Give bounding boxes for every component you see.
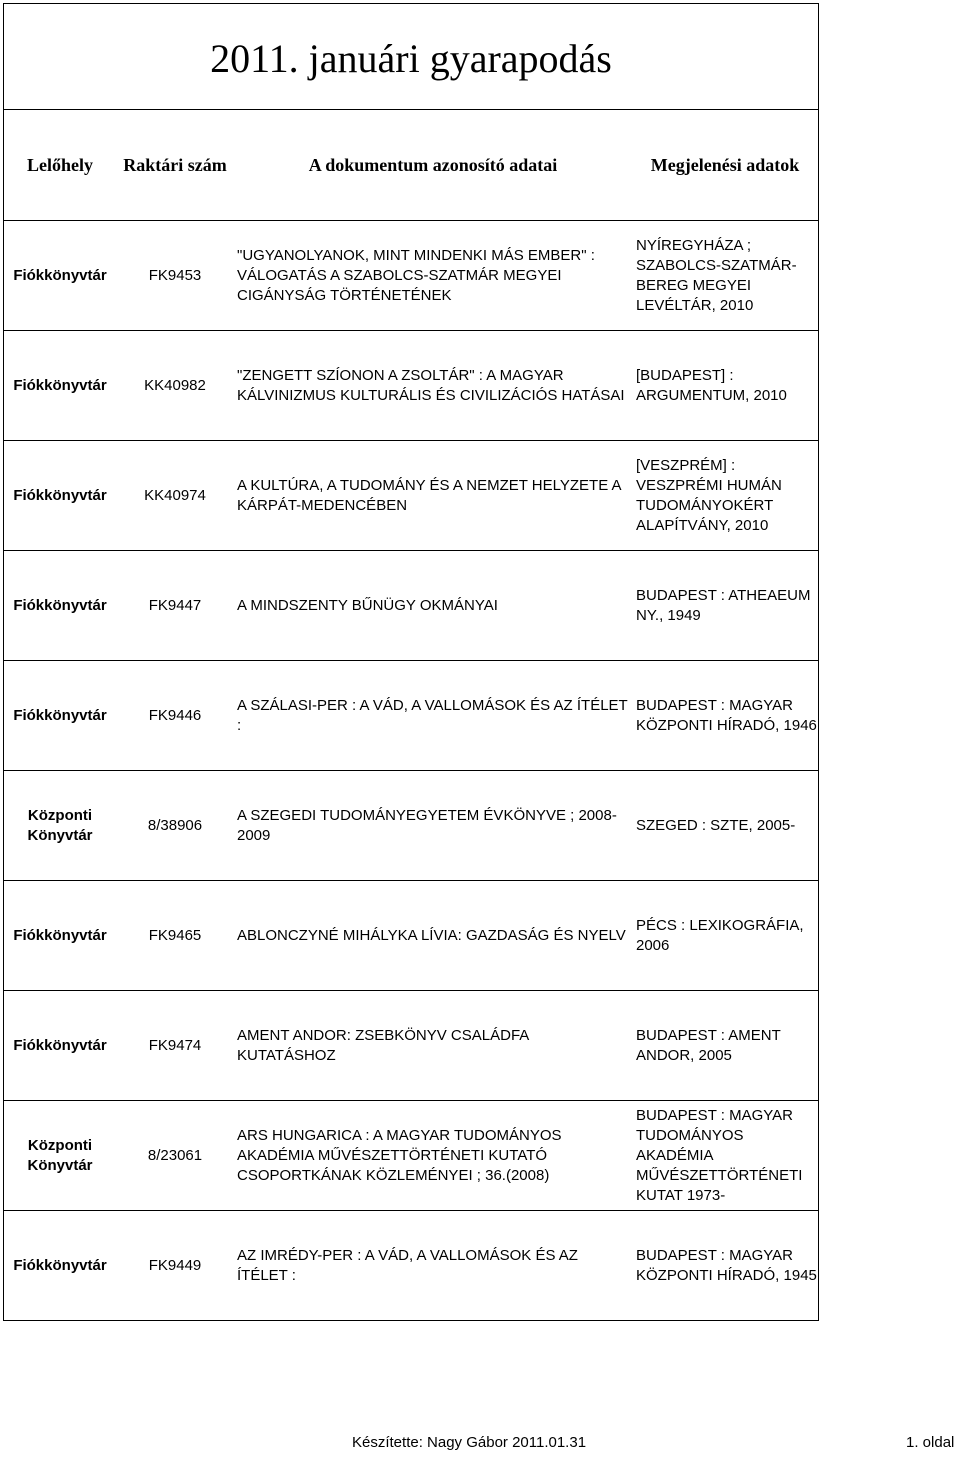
page-title: 2011. januári gyarapodás [4, 4, 818, 110]
cell-title: ABLONCZYNÉ MIHÁLYKA LÍVIA: GAZDASÁG ÉS NYELV [237, 926, 626, 944]
table-row [4, 881, 818, 991]
cell-code: FK9474 [148, 1036, 202, 1054]
cell-location: Fiókkönyvtár [13, 1036, 107, 1054]
cell-location: Fiókkönyvtár [13, 266, 107, 284]
cell-title: A SZEGEDI TUDOMÁNYEGYETEM ÉVKÖNYVE ; 2008-2009 [237, 806, 617, 844]
cell-title: A MINDSZENTY BŰNÜGY OKMÁNYAI [237, 596, 498, 614]
header-publication: Megjelenési adatok [650, 154, 800, 175]
header-title: A dokumentum azonosító adatai [308, 154, 558, 175]
cell-title: A SZÁLASI-PER : A VÁD, A VALLOMÁSOK ÉS AZ ÍTÉLET : [237, 696, 628, 734]
cell-location: Fiókkönyvtár [13, 926, 107, 944]
header-location: Lelőhely [27, 154, 93, 175]
cell-title: "UGYANOLYANOK, MINT MINDENKI MÁS EMBER" : VÁLOGATÁS A SZABOLCS-SZATMÁR MEGYEI CIGÁNYSÁG TÖRTÉNETÉNEK [237, 246, 595, 304]
cell-code: FK9446 [148, 706, 202, 724]
cell-publication: BUDAPEST : MAGYAR KÖZPONTI HÍRADÓ, 1946 [636, 696, 817, 734]
cell-publication: BUDAPEST : ATHEAEUM NY., 1949 [636, 586, 811, 624]
acquisition-table [3, 3, 819, 1321]
cell-publication: BUDAPEST : MAGYAR KÖZPONTI HÍRADÓ, 1945 [636, 1246, 817, 1284]
cell-publication: NYÍREGYHÁZA ; SZABOLCS-SZATMÁR-BEREG MEGYEI LEVÉLTÁR, 2010 [636, 236, 797, 314]
cell-publication: [BUDAPEST] : ARGUMENTUM, 2010 [636, 366, 787, 404]
footer-author: Készítette: Nagy Gábor 2011.01.31 [352, 1434, 587, 1451]
cell-location: Központi Könyvtár [27, 1136, 93, 1174]
table-header [4, 110, 818, 221]
cell-title: AMENT ANDOR: ZSEBKÖNYV CSALÁDFA KUTATÁSHOZ [237, 1026, 529, 1064]
cell-publication: [VESZPRÉM] : VESZPRÉMI HUMÁN TUDOMÁNYOKÉRT ALAPÍTVÁNY, 2010 [636, 456, 782, 534]
cell-code: 8/23061 [147, 1146, 203, 1164]
cell-location: Fiókkönyvtár [13, 596, 107, 614]
cell-title: AZ IMRÉDY-PER : A VÁD, A VALLOMÁSOK ÉS AZ ÍTÉLET : [237, 1246, 578, 1284]
table-row [4, 1101, 818, 1211]
cell-code: FK9465 [148, 926, 202, 944]
cell-code: FK9449 [148, 1256, 202, 1274]
cell-code: 8/38906 [147, 816, 203, 834]
cell-location: Fiókkönyvtár [13, 486, 107, 504]
cell-location: Központi Könyvtár [27, 806, 93, 844]
table-row [4, 551, 818, 661]
table-row [4, 221, 818, 331]
cell-title: "ZENGETT SZÍONON A ZSOLTÁR" : A MAGYAR KÁLVINIZMUS KULTURÁLIS ÉS CIVILIZÁCIÓS HATÁSAI [237, 366, 625, 404]
cell-location: Fiókkönyvtár [13, 706, 107, 724]
table-row [4, 771, 818, 881]
cell-location: Fiókkönyvtár [13, 376, 107, 394]
cell-publication: PÉCS : LEXIKOGRÁFIA, 2006 [636, 916, 804, 954]
header-code: Raktári szám [123, 154, 227, 175]
table-row [4, 661, 818, 771]
cell-publication: BUDAPEST : AMENT ANDOR, 2005 [636, 1026, 781, 1064]
footer-page-number: 1. oldal [906, 1434, 955, 1451]
cell-title: ARS HUNGARICA : A MAGYAR TUDOMÁNYOS AKADÉMIA MŰVÉSZETTÖRTÉNETI KUTATÓ CSOPORTKÁNAK KÖZLEMÉNYEI ; 36.(2008) [237, 1126, 562, 1184]
cell-code: KK40974 [144, 486, 206, 504]
cell-code: FK9447 [148, 596, 202, 614]
cell-publication: SZEGED : SZTE, 2005- [636, 816, 796, 834]
cell-publication: BUDAPEST : MAGYAR TUDOMÁNYOS AKADÉMIA MŰVÉSZETTÖRTÉNETI KUTAT 1973- [636, 1106, 803, 1204]
cell-code: FK9453 [148, 266, 202, 284]
cell-title: A KULTÚRA, A TUDOMÁNY ÉS A NEMZET HELYZETE A KÁRPÁT-MEDENCÉBEN [237, 476, 621, 514]
table-row [4, 991, 818, 1101]
cell-location: Fiókkönyvtár [13, 1256, 107, 1274]
table-row [4, 441, 818, 551]
cell-code: KK40982 [144, 376, 206, 394]
table-row [4, 331, 818, 441]
table-row [4, 1211, 818, 1320]
